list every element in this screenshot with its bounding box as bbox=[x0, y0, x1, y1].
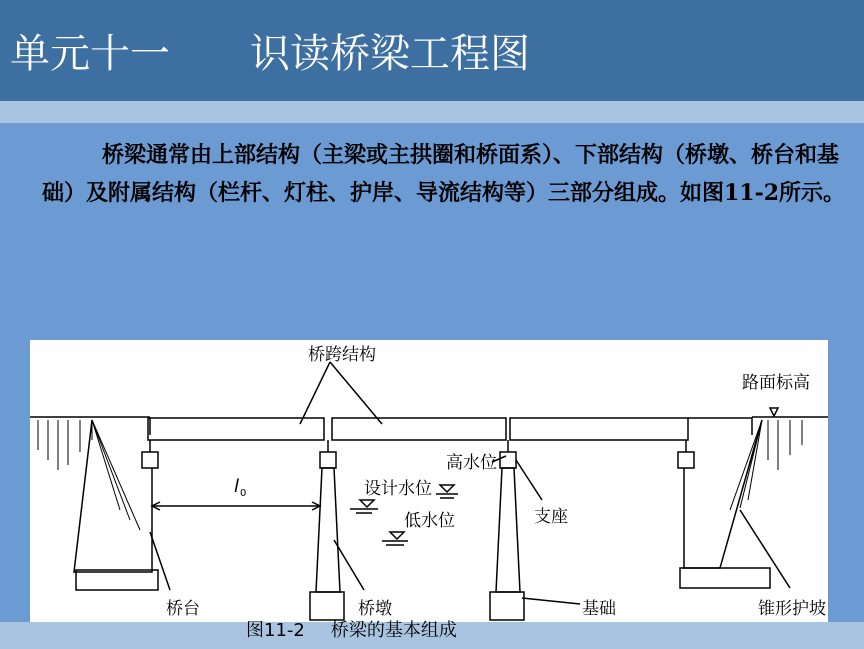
abutment-left bbox=[74, 420, 152, 572]
title-bar bbox=[0, 0, 864, 101]
girder-1 bbox=[148, 418, 324, 440]
leader-bearing bbox=[516, 460, 542, 500]
label-cone-slope: 锥形护坡 bbox=[758, 599, 826, 619]
girder-2 bbox=[332, 418, 506, 440]
label-bearing: 支座 bbox=[534, 507, 568, 527]
abutment-footing-right bbox=[680, 568, 770, 588]
pier-footing-1 bbox=[310, 592, 344, 620]
leader-foundation bbox=[522, 598, 580, 604]
caption-number: 图11-2 bbox=[246, 620, 305, 641]
pier-footing-2 bbox=[490, 592, 524, 620]
abutment-footing-left bbox=[76, 570, 158, 590]
leader-abutment bbox=[150, 532, 170, 590]
label-span-length: l bbox=[234, 476, 240, 497]
girder-3 bbox=[510, 418, 688, 440]
figure-caption bbox=[246, 620, 457, 642]
label-span-length-subscript: 0 bbox=[240, 488, 247, 499]
label-design-water: 设计水位 bbox=[364, 479, 432, 499]
title-divider-strip bbox=[0, 101, 864, 123]
label-abutment: 桥台 bbox=[166, 599, 200, 619]
abutment-right bbox=[684, 420, 762, 568]
slide-title: 单元十一 识读桥梁工程图 bbox=[10, 31, 530, 77]
label-low-water: 低水位 bbox=[404, 511, 455, 531]
bridge-diagram-svg bbox=[30, 340, 828, 622]
bearing-2 bbox=[320, 452, 336, 468]
pier-1 bbox=[316, 468, 340, 592]
pier-2 bbox=[496, 468, 520, 592]
label-pier: 桥墩 bbox=[358, 599, 392, 619]
bearing-4 bbox=[678, 452, 694, 468]
label-high-water: 高水位 bbox=[446, 453, 497, 473]
bearing-1 bbox=[142, 452, 158, 468]
bridge-diagram bbox=[30, 340, 828, 622]
caption-text: 桥梁的基本组成 bbox=[330, 620, 457, 641]
label-foundation: 基础 bbox=[582, 599, 616, 619]
paragraph-text: 桥梁通常由上部结构（主梁或主拱圈和桥面系）、下部结构（桥墩、桥台和基础）及附属结构（栏杆、灯柱、护岸、导流结构等）三部分组成。如图11-2所示。 bbox=[42, 142, 846, 206]
leader-cone-slope bbox=[740, 510, 790, 588]
road-elevation-marker bbox=[770, 408, 778, 416]
label-road-elevation: 路面标高 bbox=[742, 373, 810, 393]
label-span-structure: 桥跨结构 bbox=[308, 345, 376, 365]
intro-paragraph bbox=[42, 136, 852, 212]
bearing-3 bbox=[500, 452, 516, 468]
